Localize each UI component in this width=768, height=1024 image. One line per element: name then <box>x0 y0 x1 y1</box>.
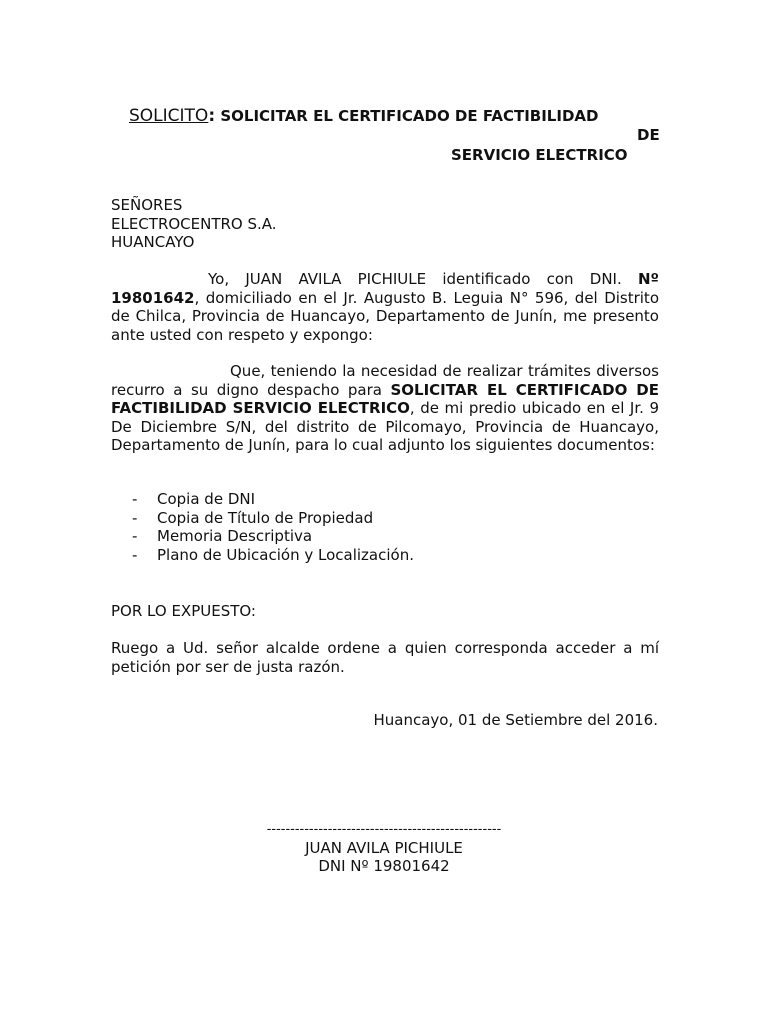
closing-heading: POR LO EXPUESTO: <box>111 602 256 620</box>
request-paragraph <box>111 362 659 455</box>
list-item <box>111 490 414 509</box>
signature-line: -------------------------------------------------- <box>266 822 502 837</box>
signature-dni: DNI Nº 19801642 <box>318 857 450 875</box>
date-line: Huancayo, 01 de Setiembre del 2016. <box>373 711 658 729</box>
solicito-colon: : <box>208 106 216 126</box>
addressee-line-3: HUANCAYO <box>111 233 195 251</box>
solicito-label: SOLICITO <box>129 106 209 126</box>
list-item-text: Copia de DNI <box>157 490 256 508</box>
list-item-text: Copia de Título de Propiedad <box>157 508 374 527</box>
intro-dni: Nº 19801642 <box>111 270 659 307</box>
list-bullet: - <box>132 490 138 508</box>
addressee-line-1: SEÑORES <box>111 196 183 214</box>
list-item-text: Plano de Ubicación y Localización. <box>157 545 414 564</box>
list-bullet: - <box>132 527 138 545</box>
request-rest: , de mi predio ubicado en el Jr. 9 De Diciembre S/N, del distrito de Pilcomayo, Provincia de Huancayo, Departamento de Junín, para lo cual adjunto los siguientes documentos: <box>111 399 659 454</box>
subject-text-1: SOLICITAR EL CERTIFICADO DE FACTIBILIDAD <box>215 107 599 125</box>
subject-line-2: DE <box>637 126 660 144</box>
intro-lead: Yo, JUAN AVILA PICHIULE identificado con DNI. <box>208 270 638 288</box>
list-item-text: Memoria Descriptiva <box>157 527 313 545</box>
intro-rest: , domiciliado en el Jr. Augusto B. Leguia N° 596, del Distrito de Chilca, Provincia de Huancayo, Departamento de Junín, me presento ante usted con respeto y expongo: <box>111 288 659 344</box>
documents-list <box>111 490 414 564</box>
subject-line-1 <box>129 107 598 125</box>
closing-paragraph: Ruego a Ud. señor alcalde ordene a quien corresponda acceder a mí petición por ser de justa razón. <box>111 639 659 676</box>
list-item <box>111 509 414 528</box>
request-bold: SOLICITAR EL CERTIFICADO DE FACTIBILIDAD SERVICIO ELECTRICO <box>111 380 659 417</box>
list-bullet: - <box>132 508 138 527</box>
list-item <box>111 546 414 565</box>
list-item <box>111 527 414 546</box>
addressee-line-2: ELECTROCENTRO S.A. <box>111 215 277 233</box>
signature-name: JUAN AVILA PICHIULE <box>305 839 463 857</box>
request-lead: Que, teniendo la necesidad de realizar trámites diversos recurro a su digno despacho para <box>111 362 659 399</box>
subject-line-3: SERVICIO ELECTRICO <box>451 146 628 164</box>
list-bullet: - <box>132 545 138 564</box>
intro-paragraph <box>111 270 659 344</box>
